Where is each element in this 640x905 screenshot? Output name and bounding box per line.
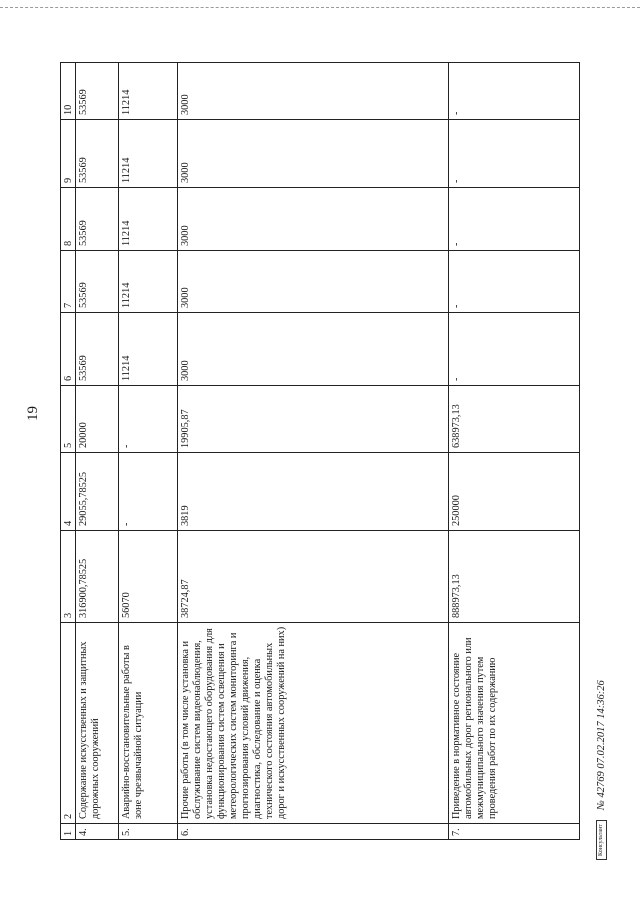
- table-cell: [75, 250, 118, 312]
- table-cell-text: 3000: [180, 360, 191, 381]
- table-cell: [118, 385, 177, 452]
- table-cell-text: 638973,13: [451, 404, 462, 448]
- table-cell: [118, 250, 177, 312]
- table-cell-text: 19905,87: [180, 409, 191, 448]
- table-cell-text: 3819: [180, 505, 191, 526]
- column-number-5: [60, 385, 75, 452]
- table-cell: [75, 385, 118, 452]
- table-cell-text: 3000: [180, 287, 191, 308]
- table-cell-text: -: [451, 179, 462, 183]
- column-number-6: [60, 312, 75, 385]
- document-reference: № 42769 07.02.2017 14:36:26: [596, 680, 607, 811]
- table-cell-text: 11214: [121, 355, 132, 381]
- table-cell-text: 250000: [451, 495, 462, 526]
- row-number: [448, 823, 580, 840]
- column-number-9-text: 9: [63, 177, 74, 183]
- row-description-text: Содержание искусственных и защитных дорожных сооружений: [78, 641, 101, 819]
- table-cell: [118, 62, 177, 119]
- column-number-8: [60, 187, 75, 250]
- table-cell-text: 53569: [78, 282, 89, 308]
- column-number-7: [60, 250, 75, 312]
- row-number: [177, 823, 448, 840]
- column-number-1: [60, 823, 75, 840]
- table-cell: [177, 119, 448, 187]
- row-description: [177, 622, 448, 823]
- table-cell-text: 53569: [78, 157, 89, 183]
- table-cell: [448, 312, 580, 385]
- row-description: [75, 622, 118, 823]
- document-footer: [596, 680, 607, 860]
- table-cell: [177, 250, 448, 312]
- table-cell-text: 53569: [78, 355, 89, 381]
- table-cell-text: -: [451, 304, 462, 308]
- row-description-text: Аварийно-восстановительные работы в зоне чрезвычайной ситуации: [121, 645, 144, 819]
- table-cell-text: 11214: [121, 282, 132, 308]
- table-cell-text: 316900,78525: [78, 558, 89, 618]
- table-cell-text: -: [121, 522, 132, 526]
- table-cell: [118, 452, 177, 530]
- column-number-6-text: 6: [63, 375, 74, 381]
- column-number-2-text: 2: [63, 813, 74, 819]
- row-number: [75, 823, 118, 840]
- table-cell: [75, 312, 118, 385]
- table-cell-text: 3000: [180, 162, 191, 183]
- table-cell-text: 53569: [78, 89, 89, 115]
- table-cell: [448, 452, 580, 530]
- table-cell: [118, 119, 177, 187]
- table-cell: [177, 312, 448, 385]
- table-cell: [448, 385, 580, 452]
- row-description-text: Прочие работы (в том числе установка и обслуживание систем видеонаблюдения, установка недостающего оборудования для функционирования систем освещения и метеорологических систем мониторинга и прогнозирования условий движения, диагностика, обследование и оценка технического состояния автомобильных дорог и искусственных сооружений на них): [180, 626, 287, 819]
- column-number-1-text: 1: [63, 830, 74, 836]
- column-number-10: [60, 62, 75, 119]
- table-cell-text: 3000: [180, 225, 191, 246]
- table-cell: [177, 452, 448, 530]
- table-cell: [75, 452, 118, 530]
- table-cell-text: -: [121, 444, 132, 448]
- stamp-logo: Консультант: [596, 820, 607, 860]
- table-cell: [75, 187, 118, 250]
- row-number-text: 4.: [78, 828, 89, 836]
- table-cell: [448, 250, 580, 312]
- row-number: [118, 823, 177, 840]
- table-cell: [177, 530, 448, 622]
- table-cell-text: 29055,78525: [78, 471, 89, 526]
- column-number-9: [60, 119, 75, 187]
- table-cell: [448, 530, 580, 622]
- table-cell-text: 11214: [121, 220, 132, 246]
- row-description: [118, 622, 177, 823]
- page-number: 19: [25, 406, 41, 421]
- table-cell-text: 3000: [180, 94, 191, 115]
- table-cell-text: 11214: [121, 157, 132, 183]
- table-cell: [118, 312, 177, 385]
- rotated-table: [60, 62, 580, 840]
- table-cell: [75, 62, 118, 119]
- table-cell-text: 888973,13: [451, 574, 462, 618]
- row-number-text: 5.: [121, 828, 132, 836]
- column-number-7-text: 7: [63, 302, 74, 308]
- column-number-3-text: 3: [63, 612, 74, 618]
- table-cell: [448, 119, 580, 187]
- row-number-text: 7.: [451, 828, 462, 836]
- table-cell: [448, 62, 580, 119]
- column-number-4: [60, 452, 75, 530]
- column-number-2: [60, 622, 75, 823]
- table-cell-text: -: [451, 111, 462, 115]
- column-number-3: [60, 530, 75, 622]
- table-cell: [75, 119, 118, 187]
- table-cell-text: 11214: [121, 89, 132, 115]
- table-cell-text: 53569: [78, 220, 89, 246]
- table-cell: [448, 187, 580, 250]
- table-cell: [177, 62, 448, 119]
- table-cell: [177, 385, 448, 452]
- row-number-text: 6.: [180, 828, 191, 836]
- column-number-5-text: 5: [63, 442, 74, 448]
- table-cell-text: -: [451, 377, 462, 381]
- table-cell-text: -: [451, 242, 462, 246]
- row-description: [448, 622, 580, 823]
- table-cell: [75, 530, 118, 622]
- column-number-8-text: 8: [63, 240, 74, 246]
- table-cell-text: 38724,87: [180, 579, 191, 618]
- table-cell-text: 20000: [78, 422, 89, 448]
- table-cell: [118, 187, 177, 250]
- column-number-4-text: 4: [63, 520, 74, 526]
- table-grid: [60, 62, 580, 840]
- table-cell: [118, 530, 177, 622]
- table-cell: [177, 187, 448, 250]
- column-number-10-text: 10: [63, 104, 74, 115]
- page-top-edge: [0, 7, 640, 8]
- row-description-text: Приведение в нормативное состояние автомобильных дорог регионального или межмуниципального значения путем проведения работ по их содержанию: [451, 637, 498, 819]
- table-cell-text: 56070: [121, 592, 132, 618]
